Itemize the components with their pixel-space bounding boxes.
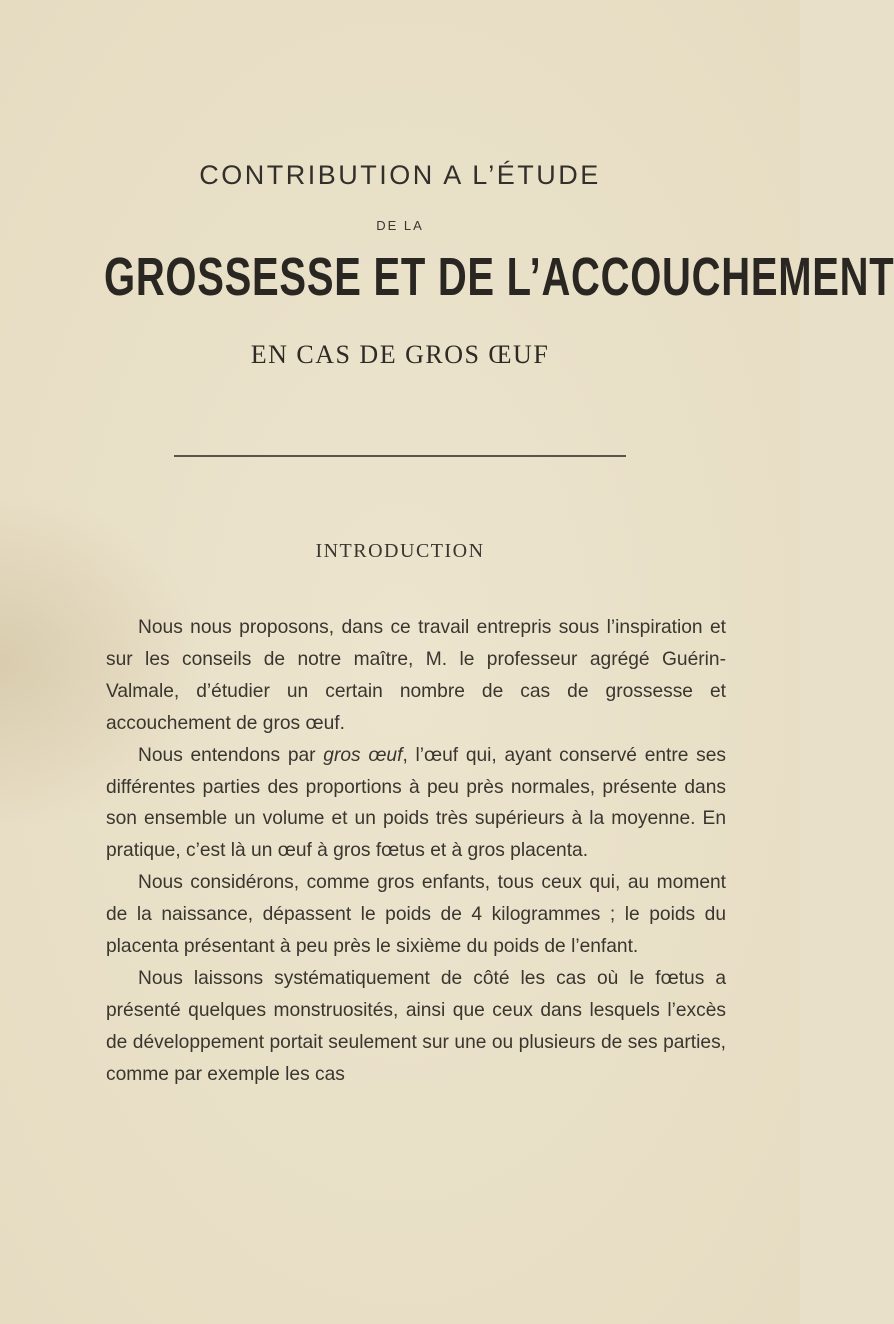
title-line-2: DE LA [376,218,424,233]
section-title: INTRODUCTION [315,540,485,562]
divider-rule [174,455,626,457]
paragraph-2-end: , l’œuf qui, ayant conservé entre ses différentes parties des proportions à peu près normales, présente dans son ensemble un volume et un poids très supérieurs à la moyenne. En pratique, c’est là un œuf à gros fœtus et à gros placenta. [106,744,726,862]
main-title: GROSSESSE ET DE L’ACCOUCHEMENT [104,247,894,307]
paragraph-2-start: Nous entendons par [138,744,324,766]
body-text [106,612,726,1091]
paragraph-2 [106,740,726,868]
subtitle: EN CAS DE GROS ŒUF [250,340,550,369]
paragraph-3: Nous considérons, comme gros enfants, tous ceux qui, au moment de la naissance, dépassent le poids de 4 kilogrammes ; le poids du placenta présentant à peu près le sixième du poids de l’enfant. [106,872,726,958]
italic-term: gros œuf [323,744,403,766]
title-line-1: CONTRIBUTION A L’ÉTUDE [199,160,601,190]
paragraph-1: Nous nous proposons, dans ce travail entrepris sous l’inspiration et sur les conseils de notre maître, M. le professeur agrégé Guérin-Valmale, d’étudier un certain nombre de cas de grossesse et accouchement de gros œuf. [106,617,726,734]
paragraph-4: Nous laissons systématiquement de côté les cas où le fœtus a présenté quelques monstruosités, ainsi que ceux dans lesquels l’excès de développement portait seulement sur une ou plusieurs de ses parties, comme par exemple les cas [106,967,726,1085]
